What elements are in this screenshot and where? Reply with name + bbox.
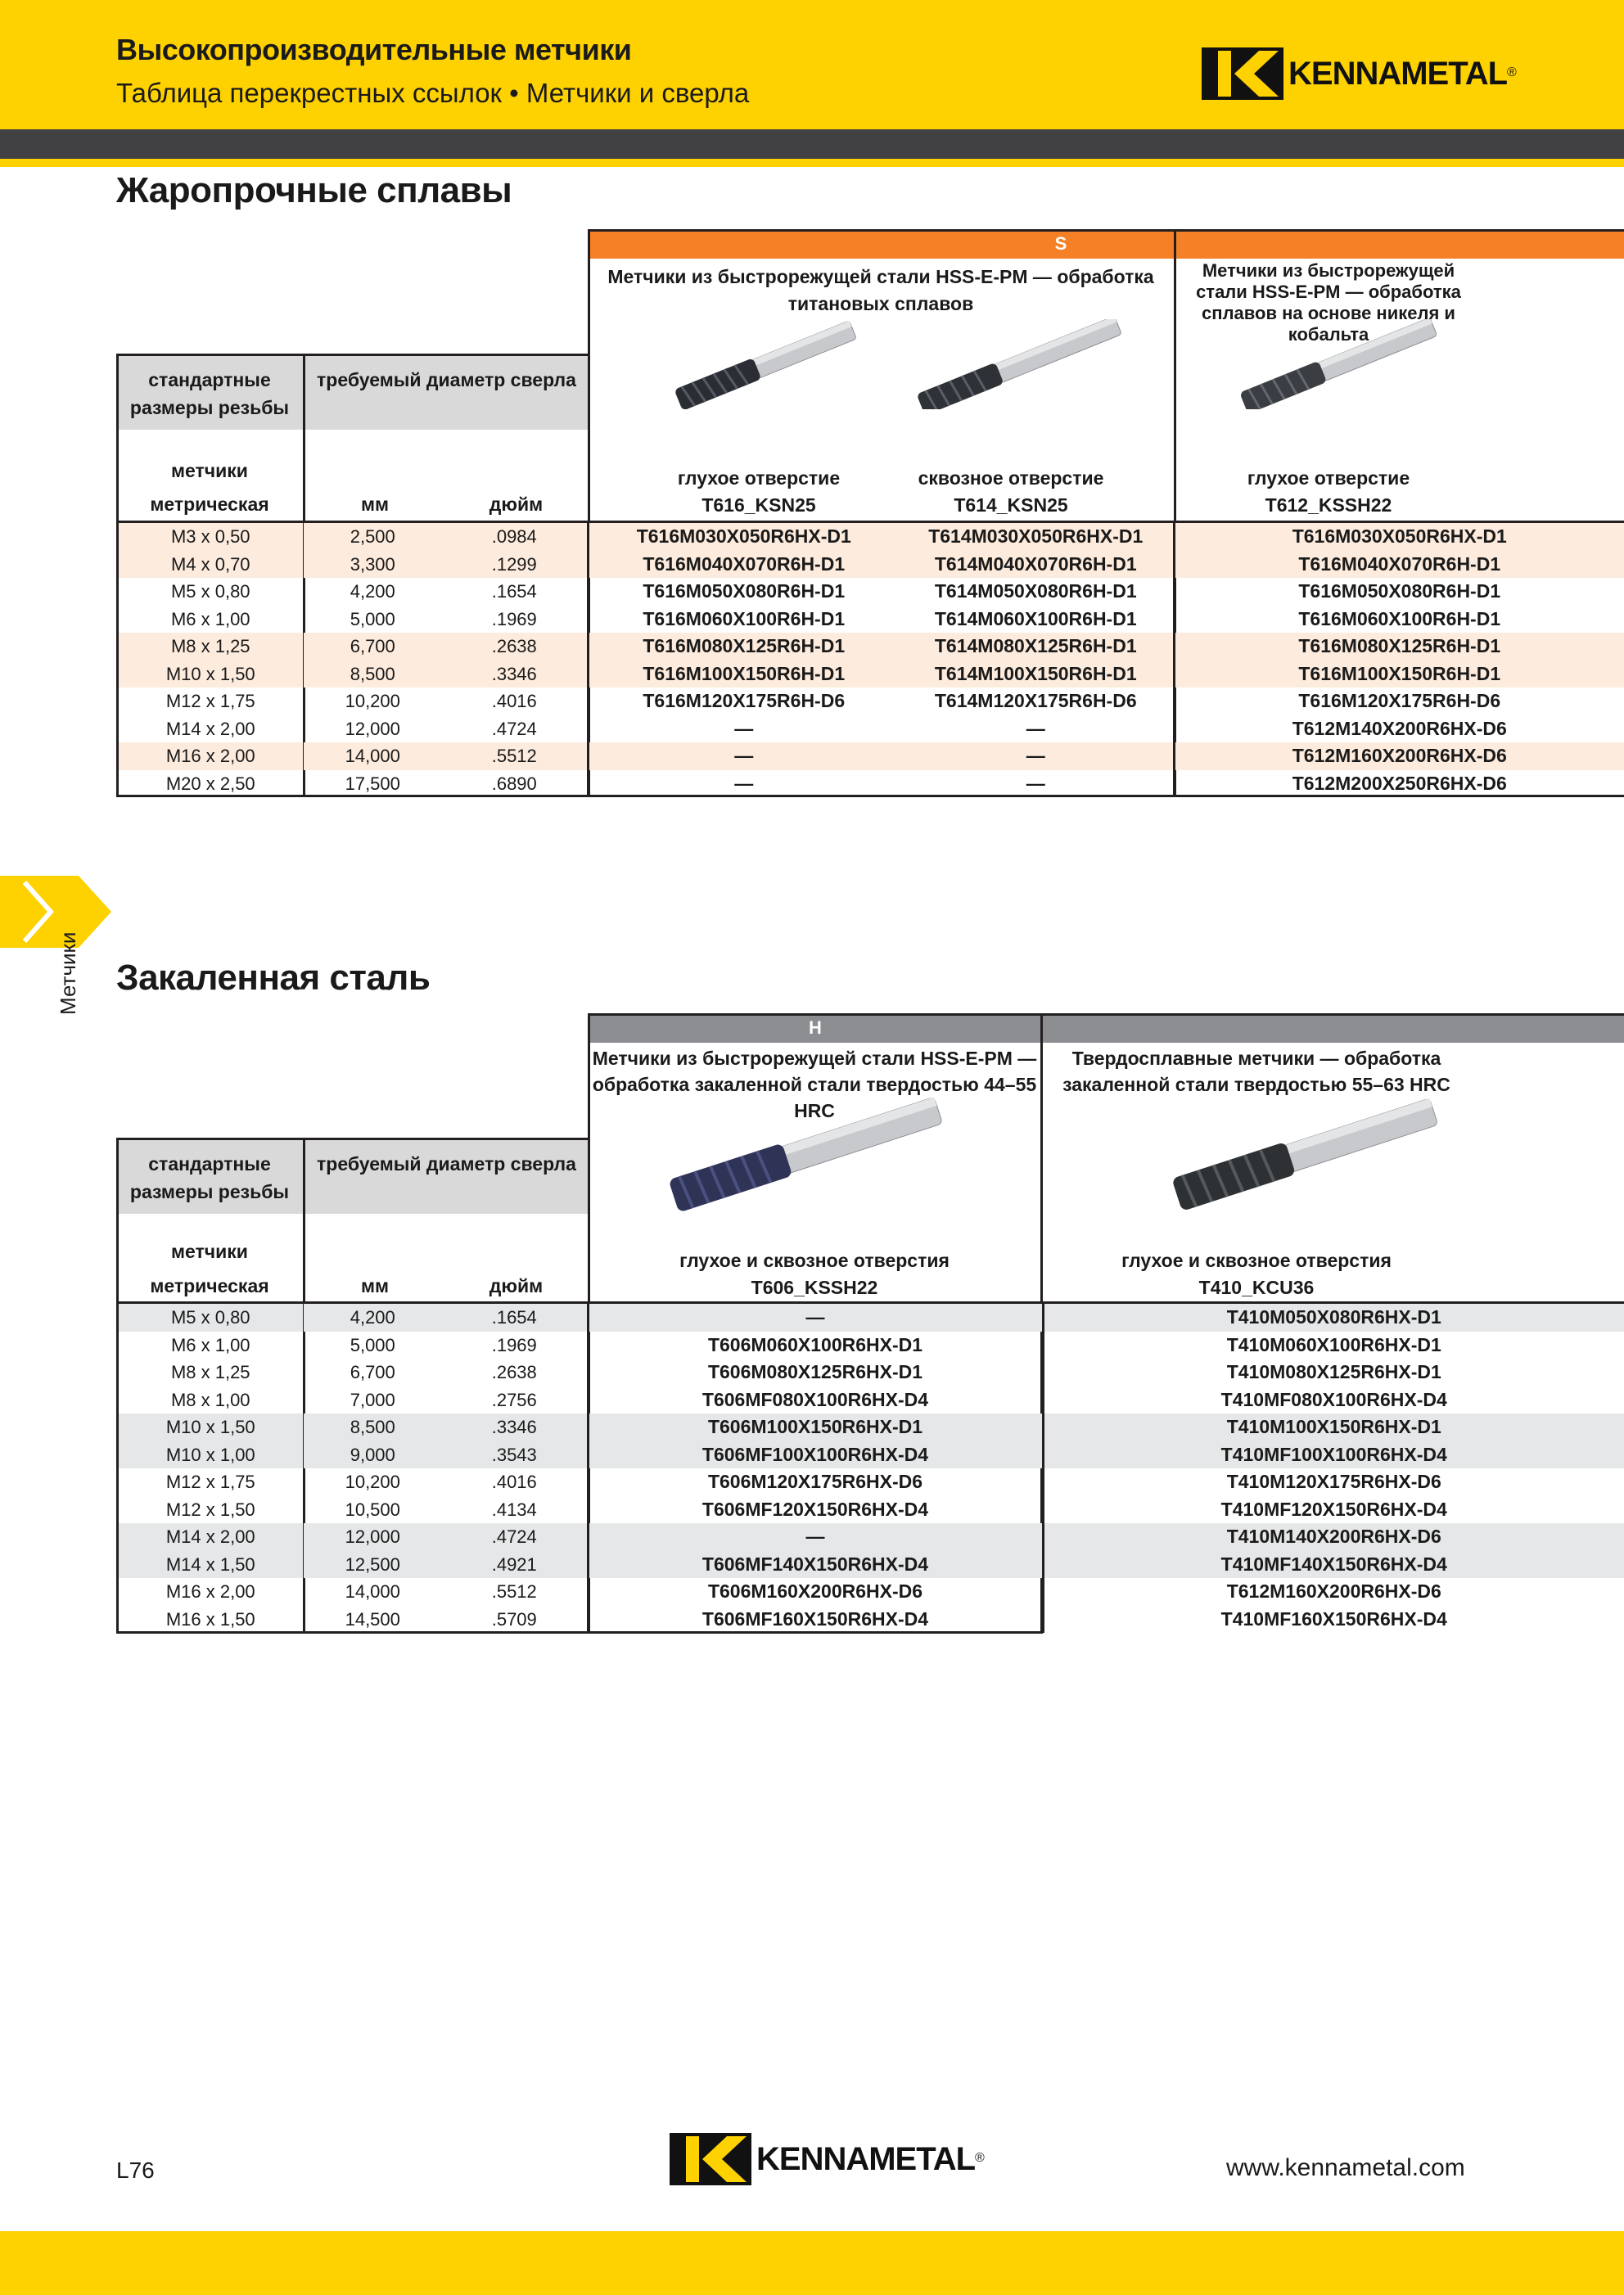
tap-code-cell: T606M080X125R6HX-D1 — [588, 1359, 1043, 1386]
header-dark-stripe — [0, 129, 1624, 159]
section1-title: Жаропрочные сплавы — [116, 170, 512, 210]
footer-logo-wordmark: KENNAMETAL — [756, 2140, 976, 2177]
section2-group2-description: Твердосплавные метчики — обработка закаленной стали твердостью 55–63 HRC — [1062, 1048, 1450, 1095]
drill-mm-cell: 6,700 — [303, 633, 442, 661]
section2-band-letter: H — [809, 1017, 822, 1038]
kennametal-logo[interactable] — [1202, 47, 1517, 100]
drill-inch-cell: .3346 — [491, 663, 537, 684]
drill-mm-cell: 17,500 — [303, 770, 442, 798]
tap-image-t410 — [1162, 1089, 1449, 1220]
logo-registered-mark: ® — [1507, 65, 1517, 79]
section1-metric-sublabel: метрическая — [150, 494, 269, 515]
tap-code-cell: T616M120X175R6H-D6 — [588, 688, 899, 715]
tap-code-cell: T606MF080X100R6HX-D4 — [588, 1386, 1043, 1414]
table-row — [119, 1523, 1624, 1551]
table-row — [119, 1359, 1624, 1386]
tap-code-cell: T616M120X175R6H-D6 — [1174, 688, 1624, 715]
table-row — [119, 1332, 1624, 1359]
thread-size-cell: M4 x 0,70 — [170, 553, 250, 575]
drill-inch-cell: .6890 — [491, 773, 537, 794]
section1-top-rule — [588, 229, 1624, 232]
tap-code-cell: T410MF080X100R6HX-D4 — [1043, 1386, 1624, 1414]
tap-code-cell: T616M100X150R6H-D1 — [1174, 661, 1624, 688]
table-row — [119, 578, 1624, 606]
table-row — [119, 1578, 1624, 1606]
drill-inch-cell: .2638 — [491, 1362, 537, 1382]
drill-inch-cell: .5709 — [491, 1608, 537, 1630]
section2-tool1-type: глухое и сквозное отверстия — [679, 1250, 950, 1271]
section1-tool3-grade: T612_KSSH22 — [1265, 494, 1392, 516]
thread-size-cell: M16 x 2,00 — [165, 746, 255, 766]
table-row — [119, 688, 1624, 715]
kennametal-k-icon — [1202, 47, 1283, 100]
section1-inch-label: дюйм — [489, 494, 544, 515]
table-row — [119, 1606, 1624, 1634]
tap-code-cell: T612M160X200R6HX-D6 — [1043, 1578, 1624, 1606]
drill-inch-cell: .1654 — [491, 581, 537, 602]
section1-tool1-grade: T616_KSN25 — [701, 494, 816, 516]
tap-code-cell: T606MF120X150R6HX-D4 — [588, 1496, 1043, 1524]
tap-code-cell: T616M030X050R6HX-D1 — [1174, 523, 1624, 551]
tap-code-cell: T614M040X070R6H-D1 — [934, 552, 1137, 575]
drill-inch-cell: .4016 — [491, 691, 537, 711]
thread-size-cell: M16 x 1,50 — [165, 1608, 255, 1630]
thread-size-cell: M10 x 1,50 — [165, 663, 255, 684]
tap-code-cell: T614M080X125R6H-D1 — [934, 635, 1137, 656]
page-title: Высокопроизводительные метчики — [116, 33, 632, 66]
section1-tool2-grade: T614_KSN25 — [954, 494, 1068, 516]
section2-tool2-label — [1056, 1247, 1457, 1301]
table-row — [119, 1468, 1624, 1496]
drill-inch-cell: .5512 — [491, 746, 537, 766]
section2-table — [119, 1304, 1624, 1633]
tap-code-cell: T614M030X050R6HX-D1 — [928, 525, 1144, 547]
tap-code-cell: T606M060X100R6HX-D1 — [588, 1332, 1043, 1359]
thread-size-cell: M16 x 2,00 — [165, 1581, 255, 1602]
thread-size-cell: M12 x 1,50 — [165, 1499, 255, 1520]
tap-code-cell: T606MF100X100R6HX-D4 — [588, 1441, 1043, 1469]
thread-size-cell: M5 x 0,80 — [170, 1307, 250, 1328]
page-subtitle: Таблица перекрестных ссылок • Метчики и сверла — [116, 78, 750, 108]
thread-size-cell: M14 x 2,00 — [165, 1526, 255, 1547]
thread-size-cell: M20 x 2,50 — [165, 773, 255, 794]
drill-inch-cell: .0984 — [491, 526, 537, 547]
website-link[interactable]: www.kennametal.com — [1226, 2154, 1465, 2181]
tap-code-cell: T612M200X250R6HX-D6 — [1174, 770, 1624, 798]
thread-size-cell: M6 x 1,00 — [170, 608, 250, 629]
footer-kennametal-logo[interactable] — [670, 2133, 985, 2185]
drill-inch-cell: .4134 — [491, 1499, 537, 1520]
table-row — [119, 606, 1624, 633]
section1-metric-label: метчики — [171, 460, 248, 481]
section2-metric-sublabel: метрическая — [150, 1275, 269, 1296]
tap-code-cell: T410M060X100R6HX-D1 — [1043, 1332, 1624, 1359]
section1-tool1-type: глухое отверстие — [677, 467, 841, 489]
table-row — [119, 1386, 1624, 1414]
drill-mm-cell: 5,000 — [303, 1332, 442, 1359]
tap-code-cell: — — [1026, 717, 1045, 739]
section1-band-letter: S — [1054, 233, 1067, 254]
tap-image-t616 — [663, 319, 868, 409]
drill-inch-cell: .2756 — [491, 1389, 537, 1410]
table-row — [119, 551, 1624, 579]
tap-code-cell: T616M050X080R6H-D1 — [588, 578, 899, 606]
kennametal-k-icon — [670, 2133, 751, 2185]
section2-material-band — [588, 1013, 1624, 1043]
tap-code-cell: T410M140X200R6HX-D6 — [1043, 1523, 1624, 1551]
thread-size-cell: M14 x 1,50 — [165, 1553, 255, 1575]
table-row — [119, 770, 1624, 798]
drill-inch-cell: .1969 — [491, 1334, 537, 1355]
tap-code-cell: T410MF100X100R6HX-D4 — [1043, 1441, 1624, 1469]
table-row — [119, 661, 1624, 688]
thread-size-cell: M10 x 1,50 — [165, 1417, 255, 1437]
drill-mm-cell: 9,000 — [303, 1441, 442, 1469]
tap-code-cell: — — [588, 1304, 1043, 1332]
tap-code-cell: T410M050X080R6HX-D1 — [1043, 1304, 1624, 1332]
drill-mm-cell: 8,500 — [303, 1414, 442, 1441]
thread-size-cell: M5 x 0,80 — [170, 581, 250, 602]
section1-group1-description: Метчики из быстрорежущей стали HSS-E-PM — обработка титановых сплавов — [607, 266, 1154, 314]
section2-metric-label: метчики — [171, 1241, 248, 1262]
drill-inch-cell: .4921 — [491, 1553, 537, 1575]
footer-bar — [0, 2231, 1624, 2295]
section1-table — [119, 523, 1624, 797]
drill-inch-cell: .3543 — [491, 1444, 537, 1465]
drill-inch-cell: .4016 — [491, 1472, 537, 1492]
section1-material-band — [588, 229, 1624, 259]
drill-inch-cell: .4724 — [491, 718, 537, 739]
drill-mm-cell: 8,500 — [303, 661, 442, 688]
thread-size-cell: M10 x 1,00 — [165, 1444, 255, 1465]
section2-group1-description: Метчики из быстрорежущей стали HSS-E-PM — обработка закаленной стали твердостью 44–55 HRC — [592, 1048, 1037, 1121]
table-row — [119, 715, 1624, 743]
section1-tool1-label — [591, 465, 927, 519]
page-number: L76 — [116, 2157, 155, 2183]
tap-code-cell: T606M160X200R6HX-D6 — [588, 1578, 1043, 1606]
tap-code-cell: — — [1026, 772, 1045, 794]
drill-mm-cell: 6,700 — [303, 1359, 442, 1386]
section2-drill-diameter-header: требуемый диаметр сверла — [305, 1140, 588, 1214]
drill-mm-cell: 14,500 — [303, 1606, 442, 1634]
table-row — [119, 1551, 1624, 1579]
drill-inch-cell: .1969 — [491, 608, 537, 629]
side-tab-label: Метчики — [56, 931, 80, 1015]
section2-top-rule — [588, 1013, 1624, 1016]
tap-code-cell: T606M100X150R6HX-D1 — [588, 1414, 1043, 1441]
tap-code-cell: T616M060X100R6H-D1 — [588, 606, 899, 633]
drill-mm-cell: 10,200 — [303, 1468, 442, 1496]
section2-tool1-label — [591, 1247, 1038, 1301]
drill-inch-cell: .4724 — [491, 1526, 537, 1547]
tap-code-cell: T614M060X100R6H-D1 — [934, 607, 1137, 629]
drill-mm-cell: 5,000 — [303, 606, 442, 633]
section2-inch-label: дюйм — [489, 1275, 544, 1296]
tap-code-cell: T616M060X100R6H-D1 — [1174, 606, 1624, 633]
tap-code-cell: T606M120X175R6HX-D6 — [588, 1468, 1043, 1496]
tap-code-cell: T616M050X080R6H-D1 — [1174, 578, 1624, 606]
tap-code-cell: T616M080X125R6H-D1 — [1174, 633, 1624, 661]
tap-image-t612 — [1228, 319, 1449, 409]
section1-thread-size-header: стандартные размеры резьбы — [116, 356, 303, 430]
drill-mm-cell: 14,000 — [303, 1578, 442, 1606]
section1-bottom-rule — [116, 795, 1624, 797]
tap-code-cell: T606MF140X150R6HX-D4 — [588, 1551, 1043, 1579]
tap-code-cell: — — [588, 1523, 1043, 1551]
logo-wordmark: KENNAMETAL — [1288, 55, 1508, 92]
section1-tool2-label — [892, 465, 1130, 519]
table-row — [119, 1414, 1624, 1441]
tap-code-cell: T410MF160X150R6HX-D4 — [1043, 1606, 1624, 1634]
drill-mm-cell: 12,000 — [303, 1523, 442, 1551]
drill-inch-cell: .5512 — [491, 1581, 537, 1602]
thread-size-cell: M8 x 1,00 — [170, 1389, 250, 1410]
tap-code-cell: T612M140X200R6HX-D6 — [1174, 715, 1624, 743]
thread-size-cell: M12 x 1,75 — [165, 691, 255, 711]
table-row — [119, 523, 1624, 551]
tap-image-t614 — [904, 319, 1134, 409]
tap-image-t606 — [659, 1089, 954, 1220]
drill-mm-cell: 12,000 — [303, 715, 442, 743]
drill-inch-cell: .2638 — [491, 636, 537, 656]
section1-drill-diameter-header: требуемый диаметр сверла — [305, 356, 588, 430]
section2-bottom-rule — [116, 1631, 1040, 1634]
tap-code-cell: — — [1026, 745, 1045, 766]
tap-code-cell: T614M050X080R6H-D1 — [934, 580, 1137, 602]
drill-mm-cell: 2,500 — [303, 523, 442, 551]
drill-mm-cell: 7,000 — [303, 1386, 442, 1414]
drill-mm-cell: 12,500 — [303, 1551, 442, 1579]
tap-code-cell: T410MF140X150R6HX-D4 — [1043, 1551, 1624, 1579]
thread-size-cell: M8 x 1,25 — [170, 1362, 250, 1382]
thread-size-cell: M14 x 2,00 — [165, 718, 255, 739]
table-row — [119, 1304, 1624, 1332]
section1-tool2-type: сквозное отверстие — [918, 467, 1104, 489]
drill-mm-cell: 4,200 — [303, 1304, 442, 1332]
section1-mm-label: мм — [360, 494, 390, 515]
drill-mm-cell: 3,300 — [303, 551, 442, 579]
table-row — [119, 633, 1624, 661]
drill-mm-cell: 10,200 — [303, 688, 442, 715]
drill-mm-cell: 10,500 — [303, 1496, 442, 1524]
section1-tool3-label — [1177, 465, 1480, 519]
tap-code-cell: T616M040X070R6H-D1 — [588, 551, 899, 579]
tap-code-cell: T410M080X125R6HX-D1 — [1043, 1359, 1624, 1386]
section1-group2-description: Метчики из быстрорежущей стали HSS-E-PM — обработка сплавов на основе никеля и кобальта — [1196, 260, 1461, 345]
tap-code-cell: T606MF160X150R6HX-D4 — [588, 1606, 1043, 1634]
section1-tool3-type: глухое отверстие — [1247, 467, 1410, 489]
thread-size-cell: M3 x 0,50 — [170, 526, 250, 547]
drill-inch-cell: .1654 — [491, 1307, 537, 1328]
header-yellow-stripe — [0, 159, 1624, 167]
tap-code-cell: — — [588, 715, 899, 743]
thread-size-cell: M8 x 1,25 — [170, 636, 250, 656]
section2-mm-label: мм — [360, 1275, 390, 1296]
tap-code-cell: T616M080X125R6H-D1 — [588, 633, 899, 661]
thread-size-cell: M12 x 1,75 — [165, 1472, 255, 1492]
drill-inch-cell: .3346 — [491, 1417, 537, 1437]
tap-code-cell: T614M100X150R6H-D1 — [934, 662, 1137, 684]
drill-mm-cell: 4,200 — [303, 578, 442, 606]
tap-code-cell: T616M030X050R6HX-D1 — [588, 523, 899, 551]
tap-code-cell: T410M120X175R6HX-D6 — [1043, 1468, 1624, 1496]
tap-code-cell: T616M100X150R6H-D1 — [588, 661, 899, 688]
tap-code-cell: — — [588, 742, 899, 770]
table-row — [119, 1441, 1624, 1469]
tap-code-cell: T612M160X200R6HX-D6 — [1174, 742, 1624, 770]
section2-tool2-type: глухое и сквозное отверстия — [1121, 1250, 1392, 1271]
section2-tool1-grade: T606_KSSH22 — [751, 1277, 878, 1298]
table-row — [119, 1496, 1624, 1524]
tap-code-cell: T616M040X070R6H-D1 — [1174, 551, 1624, 579]
tap-code-cell: T410M100X150R6HX-D1 — [1043, 1414, 1624, 1441]
section2-tool2-grade: T410_KCU36 — [1198, 1277, 1315, 1298]
drill-inch-cell: .1299 — [491, 553, 537, 575]
tap-code-cell: — — [588, 770, 899, 798]
tap-code-cell: T614M120X175R6H-D6 — [934, 690, 1137, 711]
drill-mm-cell: 14,000 — [303, 742, 442, 770]
footer-logo-registered-mark: ® — [975, 2151, 985, 2165]
table-row — [119, 742, 1624, 770]
section2-thread-size-header: стандартные размеры резьбы — [116, 1140, 303, 1214]
tap-code-cell: T410MF120X150R6HX-D4 — [1043, 1496, 1624, 1524]
section2-title: Закаленная сталь — [116, 958, 431, 998]
thread-size-cell: M6 x 1,00 — [170, 1334, 250, 1355]
